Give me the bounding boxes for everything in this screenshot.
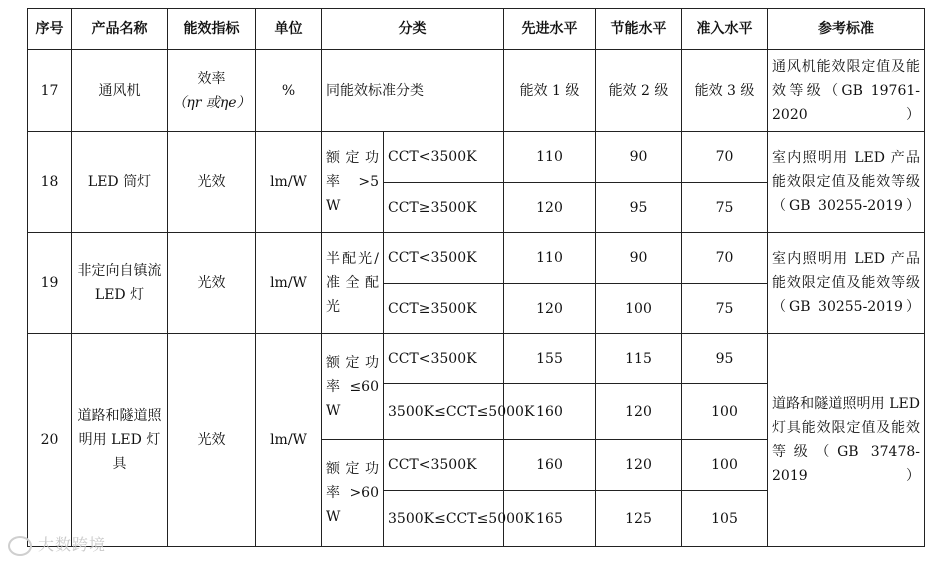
advanced-level: 120 xyxy=(504,284,596,334)
unit: lm/W xyxy=(256,132,322,233)
watermark-text: 大数跨境 xyxy=(38,535,107,554)
table-row xyxy=(28,50,925,132)
col-header-category: 分类 xyxy=(322,9,504,50)
col-header-standard: 参考标准 xyxy=(768,9,925,50)
reference-standard: 道路和隧道照明用 LED 灯具能效限定值及能效等级（GB 37478-2019） xyxy=(768,334,925,547)
advanced-level: 110 xyxy=(504,233,596,284)
advanced-level: 165 xyxy=(504,491,596,547)
entry-level: 95 xyxy=(682,334,768,384)
advanced-level: 120 xyxy=(504,183,596,233)
reference-standard: 室内照明用 LED 产品能效限定值及能效等级（GB 30255-2019） xyxy=(768,233,925,334)
entry-level: 100 xyxy=(682,440,768,491)
cct-range: CCT≥3500K xyxy=(384,284,504,334)
watermark xyxy=(8,532,106,556)
saving-level: 100 xyxy=(596,284,682,334)
category: 额定功率>60 W xyxy=(322,440,384,547)
advanced-level: 160 xyxy=(504,384,596,440)
metric-label: 效率 xyxy=(197,70,226,87)
table-row xyxy=(28,334,925,384)
header-row xyxy=(28,9,925,50)
entry-level: 105 xyxy=(682,491,768,547)
cct-range: CCT<3500K xyxy=(384,440,504,491)
col-header-advanced: 先进水平 xyxy=(504,9,596,50)
entry-level: 75 xyxy=(682,183,768,233)
product-name: LED 筒灯 xyxy=(72,132,168,233)
saving-level: 90 xyxy=(596,132,682,183)
metric-cell xyxy=(168,50,256,132)
row-no: 19 xyxy=(28,233,72,334)
advanced-level: 160 xyxy=(504,440,596,491)
cct-range: CCT<3500K xyxy=(384,334,504,384)
cct-range: CCT≥3500K xyxy=(384,183,504,233)
advanced-level: 155 xyxy=(504,334,596,384)
entry-level: 100 xyxy=(682,384,768,440)
product-name: 道路和隧道照明用 LED 灯具 xyxy=(72,334,168,547)
saving-level: 120 xyxy=(596,384,682,440)
cct-range: CCT<3500K xyxy=(384,132,504,183)
saving-level: 120 xyxy=(596,440,682,491)
reference-standard: 室内照明用 LED 产品能效限定值及能效等级（GB 30255-2019） xyxy=(768,132,925,233)
saving-level: 125 xyxy=(596,491,682,547)
product-name: 通风机 xyxy=(72,50,168,132)
row-no: 20 xyxy=(28,334,72,547)
entry-level: 能效 3 级 xyxy=(682,50,768,132)
col-header-saving: 节能水平 xyxy=(596,9,682,50)
col-header-unit: 单位 xyxy=(256,9,322,50)
product-name: 非定向自镇流 LED 灯 xyxy=(72,233,168,334)
metric: 光效 xyxy=(168,334,256,547)
unit: lm/W xyxy=(256,334,322,547)
metric: 光效 xyxy=(168,233,256,334)
saving-level: 能效 2 级 xyxy=(596,50,682,132)
cct-range: 3500K≤CCT≤5000K xyxy=(384,491,504,547)
cct-range: 3500K≤CCT≤5000K xyxy=(384,384,504,440)
table-row xyxy=(28,233,925,284)
row-no: 18 xyxy=(28,132,72,233)
category: 额定功率>5 W xyxy=(322,132,384,233)
metric-symbol: （ηr 或ηe） xyxy=(172,94,251,111)
energy-efficiency-table xyxy=(27,8,925,547)
category: 同能效标准分类 xyxy=(322,50,504,132)
row-no: 17 xyxy=(28,50,72,132)
metric: 光效 xyxy=(168,132,256,233)
cct-range: CCT<3500K xyxy=(384,233,504,284)
category: 额定功率≤60 W xyxy=(322,334,384,440)
camera-logo-icon xyxy=(8,536,32,556)
advanced-level: 110 xyxy=(504,132,596,183)
table-row xyxy=(28,132,925,183)
advanced-level: 能效 1 级 xyxy=(504,50,596,132)
entry-level: 70 xyxy=(682,132,768,183)
unit: lm/W xyxy=(256,233,322,334)
unit: % xyxy=(256,50,322,132)
saving-level: 115 xyxy=(596,334,682,384)
col-header-entry: 准入水平 xyxy=(682,9,768,50)
reference-standard: 通风机能效限定值及能效等级（GB 19761-2020） xyxy=(768,50,925,132)
saving-level: 90 xyxy=(596,233,682,284)
entry-level: 70 xyxy=(682,233,768,284)
entry-level: 75 xyxy=(682,284,768,334)
category: 半配光/准全配光 xyxy=(322,233,384,334)
col-header-no: 序号 xyxy=(28,9,72,50)
col-header-name: 产品名称 xyxy=(72,9,168,50)
saving-level: 95 xyxy=(596,183,682,233)
col-header-metric: 能效指标 xyxy=(168,9,256,50)
